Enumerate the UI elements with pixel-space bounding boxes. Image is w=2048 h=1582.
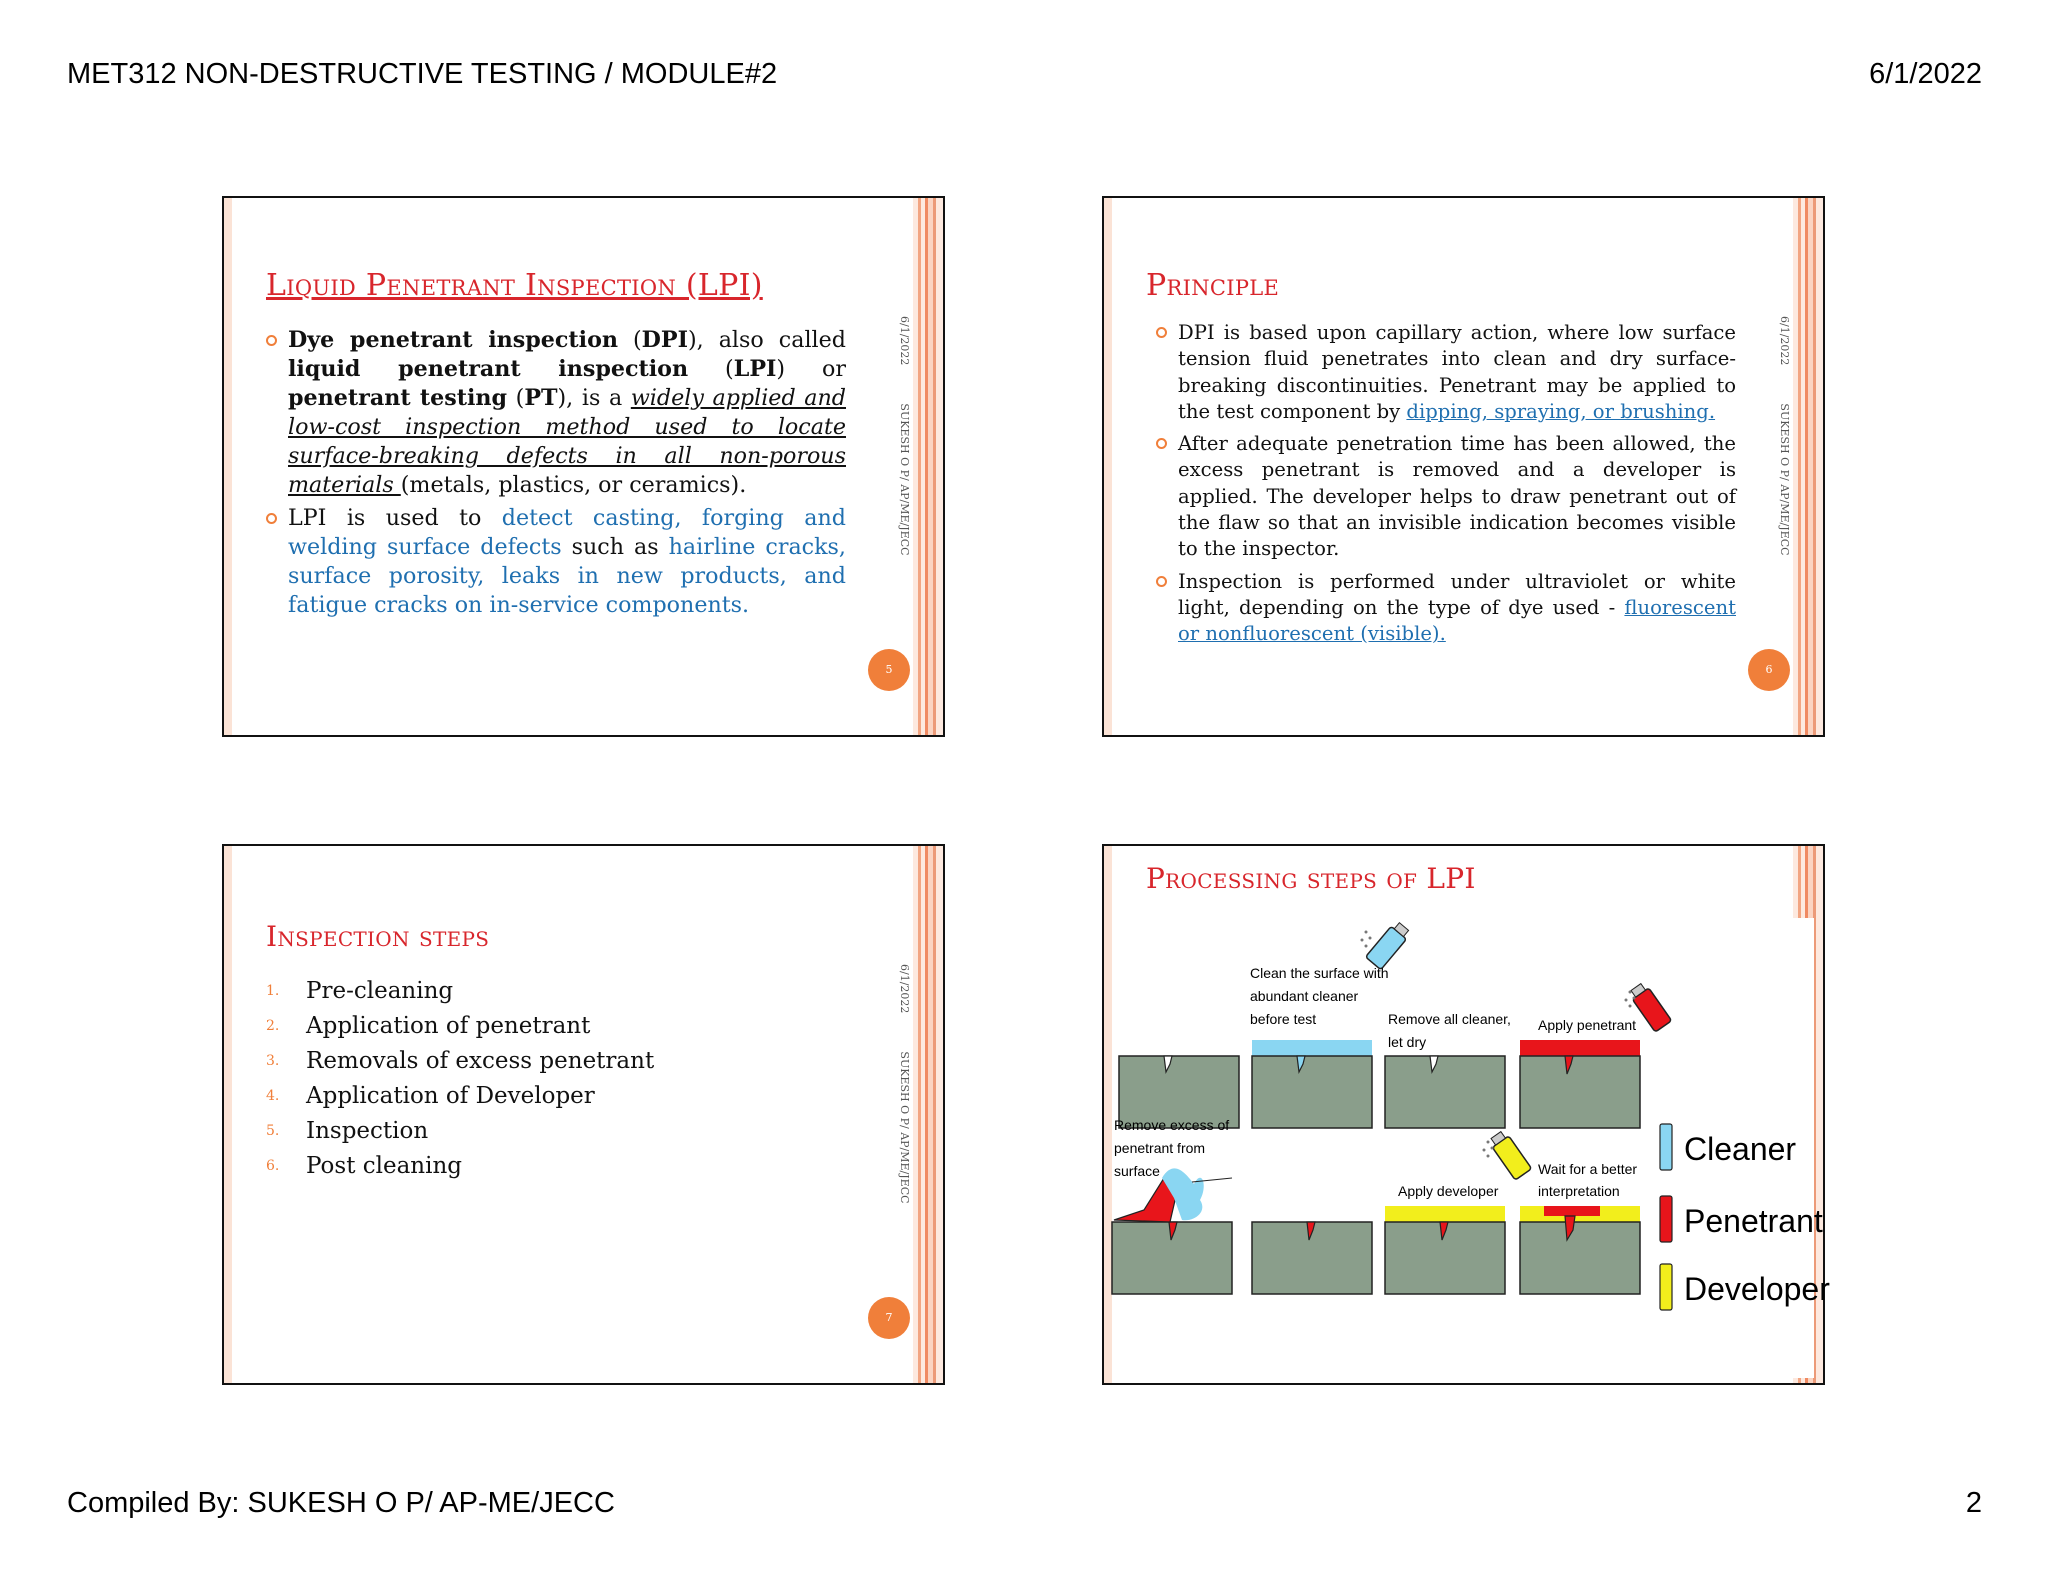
bullet-paragraph (1156, 569, 1736, 648)
label-remove-1: Remove all cleaner, (1388, 1011, 1511, 1027)
text-run: DPI is based upon capillary action, where low surface tension fluid penetrates into clean and dry surface-breaking discontinuities. Penetrant may be applied to the test component by (1178, 321, 1736, 423)
label-clean-2: abundant cleaner (1250, 988, 1359, 1004)
part-block-7 (1385, 1206, 1505, 1294)
slide-title: Liquid Penetrant Inspection (LPI) (266, 268, 763, 303)
label-excess-3: surface (1114, 1163, 1160, 1179)
steps-list (266, 974, 654, 1184)
list-item (266, 1044, 654, 1079)
text-run: ) or (776, 356, 846, 382)
underlined-phrase: widely applied and low-cost inspection method used to locate surface-breaking defects in all non-porous materials (288, 385, 846, 498)
list-number: 3. (266, 1053, 280, 1069)
text-run: After adequate penetration time has been allowed, the excess penetrant is removed and a developer is applied. The developer helps to draw penetrant out of the flaw so that an invisible indication becomes visible to the inspector. (1178, 432, 1736, 561)
slide-side-author: SUKESH O P/ AP/ME/JECC (898, 403, 911, 556)
slide-side-footer (891, 316, 911, 556)
list-item (266, 1149, 654, 1184)
label-clean-1: Clean the surface with (1250, 965, 1389, 981)
text-run: ( (507, 385, 525, 411)
list-number: 5. (266, 1123, 280, 1139)
page-header-date: 6/1/2022 (1869, 58, 1982, 90)
list-item-text: Inspection (306, 1118, 429, 1144)
bullet-paragraph (266, 504, 846, 620)
slide-right-stripes (913, 198, 943, 735)
list-item-text: Post cleaning (306, 1153, 463, 1179)
slide-processing-steps (1102, 844, 1830, 1385)
part-block-4 (1520, 1040, 1640, 1128)
list-item-text: Pre-cleaning (306, 978, 454, 1004)
list-item-text: Application of penetrant (306, 1013, 591, 1039)
slide-side-author: SUKESH O P/ AP/ME/JECC (1778, 403, 1791, 556)
text-run: such as (561, 534, 669, 560)
lpi-process-diagram (1104, 918, 1830, 1378)
part-block-2 (1252, 1040, 1372, 1128)
slide-title: Principle (1146, 268, 1280, 303)
slide-side-date: 6/1/2022 (1778, 316, 1791, 366)
slide-side-date: 6/1/2022 (898, 964, 911, 1014)
page-number: 2 (1965, 1487, 1982, 1519)
legend-cleaner-label: Cleaner (1684, 1131, 1797, 1167)
list-item (266, 1114, 654, 1149)
list-item (266, 1009, 654, 1044)
slide-side-date: 6/1/2022 (898, 316, 911, 366)
slide-side-author: SUKESH O P/ AP/ME/JECC (898, 1051, 911, 1204)
slide-left-border (224, 846, 232, 1383)
bullet-circle-icon (1156, 438, 1167, 449)
link-text[interactable]: fluorescent or nonfluorescent (visible). (1178, 595, 1736, 646)
text-run: ), is a (557, 385, 631, 411)
bullet-circle-icon (1156, 327, 1167, 338)
list-item-text: Application of Developer (306, 1083, 595, 1109)
part-block-8 (1520, 1206, 1640, 1294)
slide-left-border (1104, 198, 1112, 735)
legend-developer (1660, 1264, 1830, 1310)
legend-penetrant (1660, 1196, 1823, 1242)
bold-term: liquid penetrant inspection (288, 356, 689, 382)
slide-left-border (224, 198, 232, 735)
text-run: LPI is used to (288, 505, 502, 531)
slide-side-footer (1771, 316, 1791, 556)
text-run: (metals, plastics, or ceramics). (400, 472, 747, 498)
bold-term: LPI (733, 356, 777, 382)
slide-body (1156, 320, 1736, 654)
bullet-paragraph (1156, 320, 1736, 425)
highlight-phrase: hairline cracks, surface porosity, leaks in new products, and fatigue cracks on in-service components. (288, 534, 846, 618)
legend-penetrant-label: Penetrant (1684, 1203, 1823, 1239)
slide-title: Inspection steps (266, 920, 490, 953)
slide-side-footer (891, 964, 911, 1204)
slide-number-badge: 7 (868, 1297, 910, 1339)
part-block-3 (1385, 1056, 1505, 1128)
label-wait-1: Wait for a better (1538, 1161, 1638, 1177)
slide-body (266, 326, 846, 624)
text-run: ( (688, 356, 734, 382)
list-item (266, 974, 654, 1009)
list-item (266, 1079, 654, 1114)
list-number: 1. (266, 983, 280, 999)
label-wait-2: interpretation (1538, 1183, 1620, 1199)
page-footer-compiler: Compiled By: SUKESH O P/ AP-ME/JECC (67, 1487, 615, 1519)
link-text[interactable]: dipping, spraying, or brushing. (1406, 399, 1716, 423)
bullet-paragraph (266, 326, 846, 500)
label-excess-1: Remove excess of (1114, 1117, 1230, 1133)
label-apply-penetrant: Apply penetrant (1538, 1017, 1637, 1033)
list-number: 6. (266, 1158, 280, 1174)
text-run: ( (618, 327, 642, 353)
slide-number-badge: 5 (868, 649, 910, 691)
bullet-paragraph (1156, 431, 1736, 562)
bold-term: DPI (641, 327, 688, 353)
slide-right-stripes (913, 846, 943, 1383)
list-number: 2. (266, 1018, 280, 1034)
label-apply-developer: Apply developer (1398, 1183, 1499, 1199)
bullet-circle-icon (266, 513, 277, 524)
label-excess-2: penetrant from (1114, 1140, 1206, 1156)
label-remove-2: let dry (1388, 1034, 1427, 1050)
bullet-circle-icon (1156, 576, 1167, 587)
list-item-text: Removals of excess penetrant (306, 1048, 655, 1074)
slide-title: Processing steps of LPI (1146, 862, 1476, 895)
part-block-6 (1252, 1222, 1372, 1294)
highlight-phrase: detect casting, forging and welding surface defects (288, 505, 847, 560)
bold-term: penetrant testing (288, 385, 508, 411)
bold-term: Dye penetrant inspection (288, 327, 618, 353)
slide-right-stripes (1793, 198, 1823, 735)
slide-lpi-intro (222, 196, 945, 737)
bold-term: PT (524, 385, 558, 411)
text-run: Inspection is performed under ultraviolet or white light, depending on the type of dye used - (1178, 569, 1736, 619)
page-header-title: MET312 NON-DESTRUCTIVE TESTING / MODULE#2 (67, 58, 778, 90)
bullet-circle-icon (266, 335, 277, 346)
legend-developer-label: Developer (1684, 1271, 1830, 1307)
slide-inspection-steps (222, 844, 945, 1385)
slide-number-badge: 6 (1748, 649, 1790, 691)
list-number: 4. (266, 1088, 280, 1104)
slide-principle (1102, 196, 1825, 737)
label-clean-3: before test (1250, 1011, 1317, 1027)
text-run: ), also called (687, 327, 846, 353)
